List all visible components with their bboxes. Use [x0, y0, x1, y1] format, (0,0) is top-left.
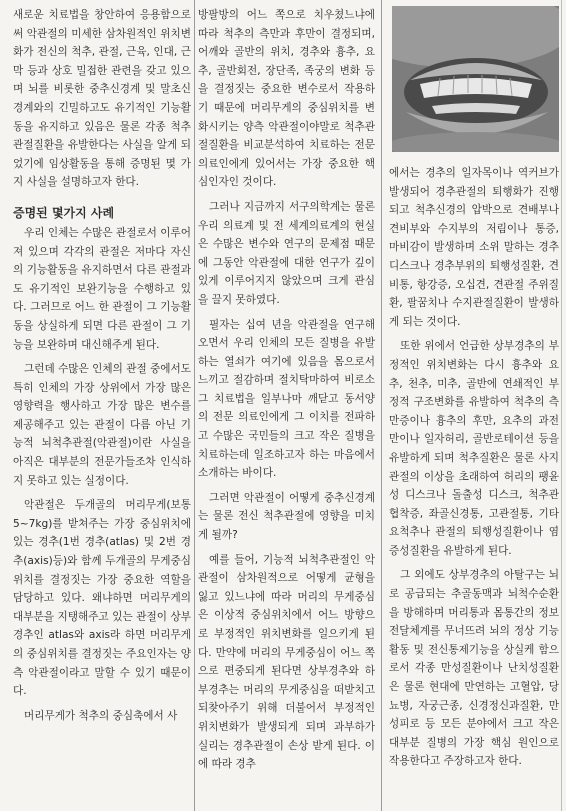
paragraph: 그러면 악관절이 어떻게 중추신경계는 물론 전신 척추관절에 영향을 미치게 될까?	[198, 491, 375, 542]
section-heading: 증명된 몇가지 사례	[13, 205, 115, 220]
column-divider	[381, 0, 382, 811]
paragraph: 또한 위에서 언급한 상부경추의 부정적인 위치변화는 다시 흉추와 요추, 천추, 미추, 골반에 연쇄적인 부정적 구조변화를 유발하여 척추의 측만증이나 흉추의 후만, 요추의 과전만이나 일자허리, 골반로테이션 등을 유발하게 되며 척추질환은 물론 사지관절의 이상을 초래하여 허리의 팽윤성 디스크나 돌출성 디스크, 척추관협착증, 좌골신경통, 고관절통, 기타 요척추나 관절의 퇴행성질환이나 염증성질환을 유발하게 된다.	[389, 340, 559, 557]
paragraph: 에서는 경추의 일자목이나 역커브가 발생되어 경추관절의 퇴행화가 진행되고 척추신경의 압박으로 견배부나 견비부와 수지부의 저림이나 통증, 마비감이 발생하며 소위 말하는 경추디스크나 경추부위의 퇴행성질환, 견비통, 항강증, 오십견, 견관절 주위질환, 팔꿈치나 수지관절질환이 발생하게 되는 것이다.	[389, 167, 559, 328]
mouth-illustration	[392, 6, 559, 152]
paragraph: 방팔방의 어느 쪽으로 치우쳤느냐에 따라 척추의 측만과 후만이 결정되며, 어깨와 골반의 위치, 경추와 흉추, 요추, 골반회전, 장단족, 족궁의 변화 등을 결정짓는 중요한 변수로서 작용하기 때문에 머리무게의 중심위치를 변화시키는 양측 악관절이야말로 척추관절질환을 비교분석하여 치료하는 전문 의료인에게 있어서는 가장 중요한 핵심인자인 것이다.	[198, 9, 375, 189]
paragraph: 필자는 십여 년을 악관절을 연구해오면서 우리 인체의 모든 질병을 유발하는 열쇠가 여기에 있음을 몸으로서 느끼고 절감하며 절치탁마하여 비로소 그 치료법을 일부나마 깨닫고 동서양의 전문 의료인에게 그 이치를 전파하고 수많은 국민들의 크고 작은 질병을 치료하는데 일조하고자 하는 마음에서 소개하는 바이다.	[198, 318, 375, 480]
column-divider	[194, 0, 195, 811]
paragraph: 머리무게가 척추의 중심축에서 사	[24, 709, 178, 722]
text-column-3	[389, 164, 559, 807]
paragraph: 악관절은 두개골의 머리무게(보통 5~7kg)를 받쳐주는 가장 중심위치에 있는 경추(1번 경추(atlas) 및 2번 경추(axis)등)와 함께 두개골의 무게중심 위치를 결정짓는 가장 중요한 역할을 담당하고 있다. 왜냐하면 머리무게의 대부분을 지탱해주고 있는 관절이 상부경추인 atlas와 axis라 하면 머리무게의 중심위치를 결정짓는 주요인자는 양측 악관절이라고 말할 수 있기 때문이다.	[13, 499, 191, 698]
paragraph: 그런데 수많은 인체의 관절 중에서도 특히 인체의 가장 상위에서 가장 많은 영향력을 행사하고 가장 많은 변수를 제공해주고 있는 관절이 다름 아닌 기능적 뇌척추관절(악관절)이란 사실을 아직은 대부분의 전문가들조차 인식하지 못하고 있는 실정이다.	[13, 363, 191, 487]
paragraph: 그 외에도 상부경추의 아탈구는 뇌로 공급되는 추골동맥과 뇌척수순환을 방해하며 머리통과 몸통간의 정보전달체계를 무너뜨려 뇌의 정상 기능 활동 및 전신통제기능을 상실케 함으로서 각종 만성질환이나 난치성질환은 물론 현대에 만연하는 고혈압, 당뇨병, 자궁근종, 신경정신과질환, 만성피로 등 모든 분야에서 크고 작은 대부분 질병의 가장 핵심 원인으로 작용한다고 주장하고자 한다.	[389, 569, 559, 768]
text-column-2	[198, 6, 375, 807]
paragraph: 우리 인체는 수많은 관절로서 이루어져 있으며 각각의 관절은 저마다 자신의 기능활동을 유지하면서 다른 관절과도 유기적인 보완기능을 수행하고 있다. 그러므로 어느 한 관절이 그 기능활동을 상실하게 되면 다른 관절이 그 기능을 보완하며 대신해주게 된다.	[13, 226, 191, 351]
page-edge	[561, 0, 562, 811]
intro-paragraph: 새로운 치료법을 창안하여 응용함으로써 악관절의 미세한 삼차원적인 위치변화가 전신의 척추, 관절, 근육, 인대, 근막 등과 상호 밀접한 관련을 갖고 있으며 뇌를 비롯한 중추신경계 및 말초신경계와의 긴밀하고도 유기적인 기능활동을 유지하고 있음은 물론 각종 척추관절질환을 유발한다는 사실을 알게 되었기에 임상활동을 통해 증명된 몇 가지 사실을 설명하고자 한다.	[13, 9, 191, 189]
paragraph: 그러나 지금까지 서구의학계는 물론 우리 의료계 및 전 세계의료계의 현실은 수많은 변수와 연구의 문제점 때문에 그동안 악관절에 대한 연구가 깊이 있게 이루어지지 않았으며 크게 관심을 끌지 못하였다.	[198, 200, 375, 306]
text-column-1	[13, 6, 191, 807]
mouth-teeth-photo	[392, 6, 559, 152]
paragraph: 예를 들어, 기능적 뇌척추관절인 악관절이 삼차원적으로 어떻게 균형을 잃고 있느냐에 따라 머리의 무게중심은 이상적 중심위치에서 어느 방향으로 부정적인 위치변화를 일으키게 된다. 만약에 머리의 무게중심이 어느 쪽으로 편중되게 된다면 상부경추와 하부경추는 머리의 무게중심을 떠받치고 되찾아주기 위해 더불어서 부정적인 위치변화가 발생되게 되며 과부하가 실리는 경추관절이 손상 받게 된다. 이에 따라 경추	[198, 553, 375, 771]
